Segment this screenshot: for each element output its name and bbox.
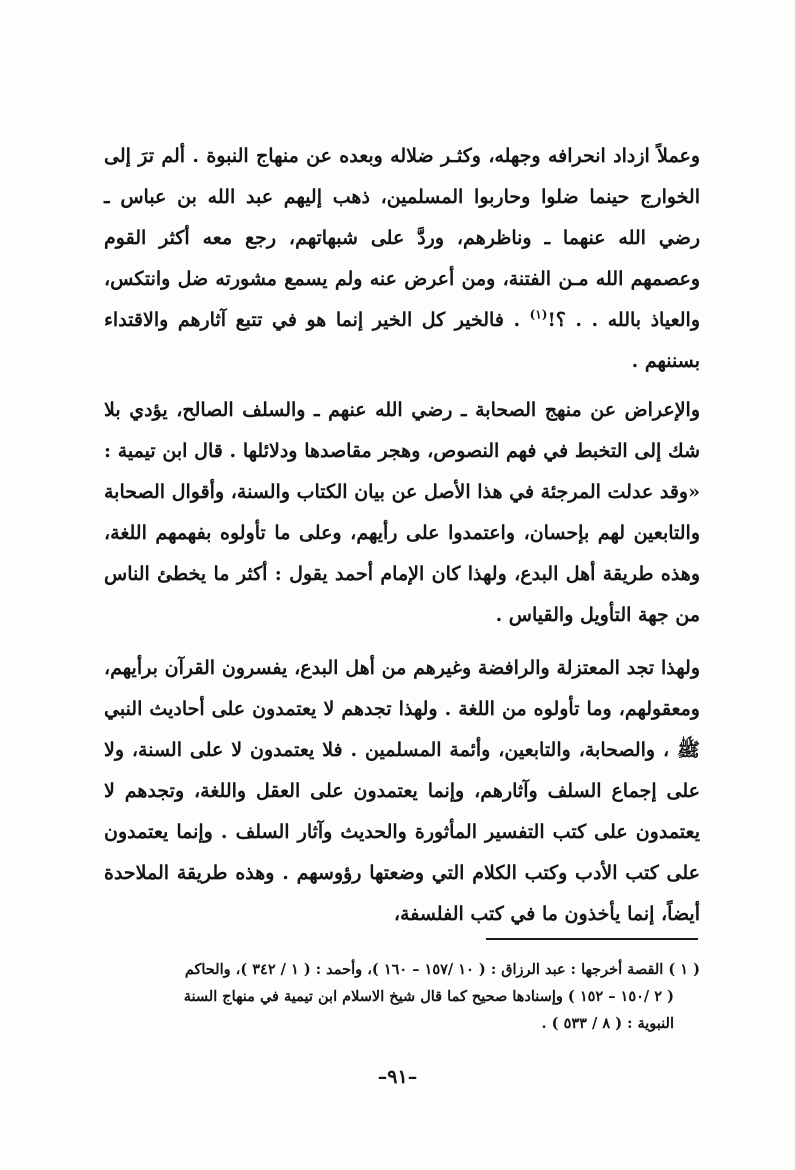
paragraph-3: ولهذا تجد المعتزلة والرافضة وغيرهم من أهل البدع، يفسرون القرآن برأيهم، ومعقولهم، وما تأولوه من اللغة . ولهذا تجدهم لا يعتمدون على أحاديث النبي ﷺ ، والصحابة، والتابعين، وأئمة المسلمين . فلا يعتمدون لا على السنة، ولا على إجماع السلف وآثارهم، وإنما يعتمدون على العقل واللغة، وتجدهم لا يعتمدون على كتب التفسير المأثورة والحديث وآثار السلف . وإنما يعتمدون على كتب الأدب وكتب الكلام التي وضعتها رؤوسهم . وهذه طريقة الملاحدة أيضاً، إنما يأخذون ما في كتب الفلسفة،	[104, 657, 700, 925]
main-text	[104, 136, 700, 935]
paragraph-1-text: وعملاً ازداد انحرافه وجهله، وكثـر ضلاله وبعده عن منهاج النبوة . ألم ترَ إلى الخوارج حينما ضلوا وحاربوا المسلمين، ذهب إليهم عبد الله بن عباس ـ رضي الله عنهما ـ وناظرهم، وردَّ على شبهاتهم، رجع معه أكثر القوم وعصمهم الله مـن الفتنة، ومن أعرض عنه ولم يسمع مشورته ضل وانتكس، والعياذ بالله . . ؟!	[104, 145, 700, 331]
footnote-line-1: ( ١ ) القصة أخرجها : عبد الرزاق : ( ١٠ /١٥٧ – ١٦٠ )، وأحمد : ( ١ / ٣٤٢ )، والحاكم	[184, 961, 700, 978]
footnote-line-3: النبوية : ( ٨ / ٥٣٣ ) .	[541, 1015, 674, 1032]
page-number: –٩١–	[377, 1066, 418, 1088]
footnote-marker: (١)	[529, 307, 548, 322]
paragraph-2: والإعراض عن منهج الصحابة ـ رضي الله عنهم ـ والسلف الصالح، يؤدي بلا شك إلى التخبط في فهم النصوص، وهجر مقاصدها ودلائلها . قال ابن تيمية : «وقد عدلت المرجئة في هذا الأصل عن بيان الكتاب والسنة، وأقوال الصحابة والتابعين لهم بإحسان، واعتمدوا على رأيهم، وعلى ما تأولوه بفهمهم اللغة، وهذه طريقة أهل البدع، ولهذا كان الإمام أحمد يقول : أكثر ما يخطئ الناس من جهة التأويل والقياس .	[104, 399, 700, 626]
paragraph-1-tail: . فالخير كل الخير إنما هو في تتبع آثارهم والاقتداء بسننهم .	[104, 309, 700, 372]
footnote-divider	[486, 938, 698, 940]
footnote-line-2: ( ٢ /١٥٠ – ١٥٢ ) وإسنادها صحيح كما قال شيخ الاسلام ابن تيمية في منهاج السنة	[183, 988, 674, 1005]
paragraph-1	[104, 136, 700, 382]
footnotes	[104, 956, 700, 1037]
